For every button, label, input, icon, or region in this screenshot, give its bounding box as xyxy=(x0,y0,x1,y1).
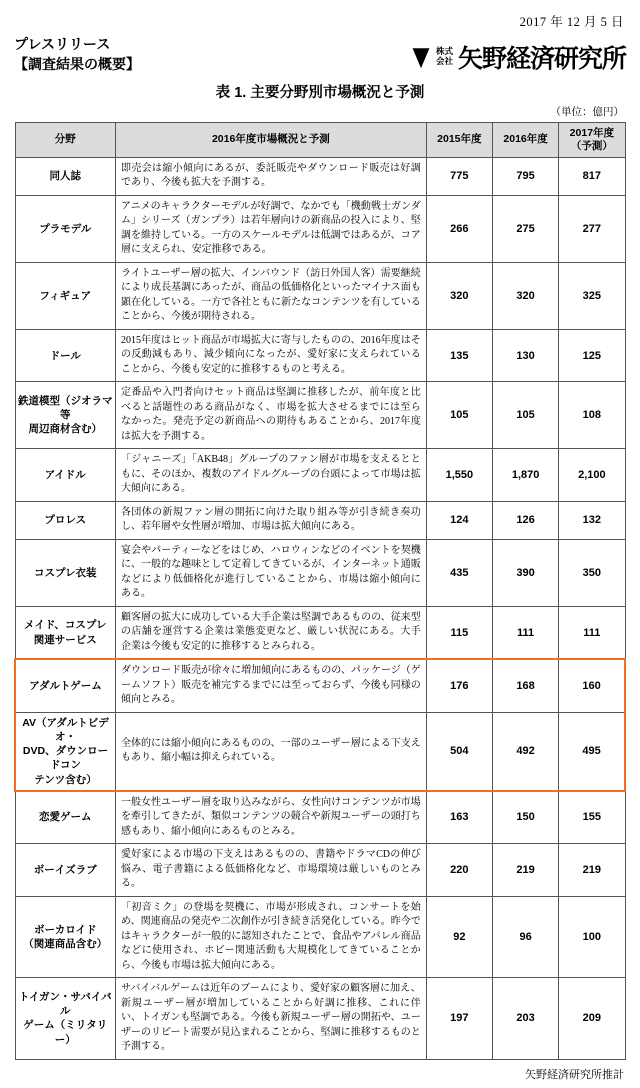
row-value-y2015: 163 xyxy=(426,791,492,844)
logo-company-type xyxy=(436,47,453,66)
row-value-y2016: 320 xyxy=(492,262,558,329)
row-value-y2016: 1,870 xyxy=(492,449,558,502)
table-row xyxy=(15,659,625,712)
row-description: 「ジャニーズ」「AKB48」グループのファン層が市場を支えるとともに、そのほか、複数のアイドルグループの台頭によって市場は拡大傾向にある。 xyxy=(116,449,427,502)
row-value-y2017: 108 xyxy=(559,382,625,449)
row-value-y2017: 350 xyxy=(559,539,625,606)
row-value-y2015: 220 xyxy=(426,844,492,897)
row-field-name: 鉄道模型（ジオラマ等 周辺商材含む） xyxy=(15,382,116,449)
source-note: 矢野経済研究所推計 xyxy=(525,1068,624,1081)
table-row xyxy=(15,844,625,897)
row-field-name: アイドル xyxy=(15,449,116,502)
table-row xyxy=(15,791,625,844)
row-value-y2015: 92 xyxy=(426,896,492,978)
column-header-field: 分野 xyxy=(15,122,116,157)
row-description: ダウンロード販売が徐々に増加傾向にあるものの、パッケージ（ゲームソフト）販売を補完するまでには至っておらず、今後も同様の傾向とみる。 xyxy=(116,659,427,712)
row-value-y2015: 135 xyxy=(426,329,492,382)
company-logo xyxy=(411,39,626,75)
table-row xyxy=(15,978,625,1060)
market-table xyxy=(14,122,626,1060)
row-value-y2015: 435 xyxy=(426,539,492,606)
row-value-y2016: 111 xyxy=(492,606,558,659)
table-row xyxy=(15,539,625,606)
row-value-y2017: 817 xyxy=(559,157,625,195)
row-value-y2016: 105 xyxy=(492,382,558,449)
row-field-name: ボーカロイド （関連商品含む） xyxy=(15,896,116,978)
table-head xyxy=(15,122,625,157)
row-description: ライトユーザー層の拡大、インバウンド（訪日外国人客）需要継続により成長基調にあったが、商品の低価格化といったマイナス面も顕在化している。一方で各社ともに新たなコンテンツを有していることから、今後が期待される。 xyxy=(116,262,427,329)
table-row xyxy=(15,606,625,659)
row-value-y2016: 219 xyxy=(492,844,558,897)
row-value-y2015: 504 xyxy=(426,712,492,790)
table-title: 表 1. 主要分野別市場概況と予測 xyxy=(215,84,425,101)
row-value-y2015: 266 xyxy=(426,195,492,262)
table-row xyxy=(15,195,625,262)
row-value-y2016: 203 xyxy=(492,978,558,1060)
header-titles xyxy=(14,34,140,75)
table-row xyxy=(15,712,625,790)
row-description: 宴会やパーティーなどをはじめ、ハロウィンなどのイベントを契機に、一般的な趣味として定着してきているが、インターネット通販などにより低価格化が進行していることから、市場は縮小傾向にある。 xyxy=(116,539,427,606)
row-value-y2016: 168 xyxy=(492,659,558,712)
table-body xyxy=(15,157,625,1059)
row-value-y2016: 96 xyxy=(492,896,558,978)
row-value-y2015: 124 xyxy=(426,501,492,539)
logo-triangle-icon: ▼ xyxy=(412,41,430,72)
column-header-2017-line1: 2017年度 xyxy=(569,126,615,139)
row-value-y2017: 125 xyxy=(559,329,625,382)
row-field-name: プラモデル xyxy=(15,195,116,262)
unit-note: （単位：億円） xyxy=(550,106,624,118)
logo-company-name: 矢野経済研究所 xyxy=(457,44,626,73)
row-description: 2015年度はヒット商品が市場拡大に寄与したものの、2016年度はその反動減もあり、減少傾向になったが、愛好家に支えられていることから、今後も安定的に推移するものと考える。 xyxy=(116,329,427,382)
row-field-name: プロレス xyxy=(15,501,116,539)
logo-kabu-line1: 株式 xyxy=(435,46,453,57)
row-description: 定番品や入門者向けセット商品は堅調に推移したが、前年度と比べると話題性のある商品がなく、市場を拡大させるまでには至らなかった。発売予定の新商品への期待もあることから、2017年度は拡大を予測する。 xyxy=(116,382,427,449)
table-row xyxy=(15,262,625,329)
row-description: 愛好家による市場の下支えはあるものの、書籍やドラマCDの伸び悩み、電子書籍による低価格化など、市場環境は厳しいものとみる。 xyxy=(116,844,427,897)
table-row xyxy=(15,449,625,502)
row-value-y2016: 130 xyxy=(492,329,558,382)
column-header-2015: 2015年度 xyxy=(426,122,492,157)
row-value-y2017: 209 xyxy=(559,978,625,1060)
column-header-2017 xyxy=(559,122,625,157)
row-value-y2015: 1,550 xyxy=(426,449,492,502)
row-value-y2017: 111 xyxy=(559,606,625,659)
press-release-label: プレスリリース xyxy=(14,36,111,52)
table-row xyxy=(15,896,625,978)
table-row xyxy=(15,157,625,195)
column-header-description: 2016年度市場概況と予測 xyxy=(116,122,427,157)
row-description: 一般女性ユーザー層を取り込みながら、女性向けコンテンツが市場を牽引してきたが、類似コンテンツの競合や新規ユーザーの頭打ち感もあり、縮小傾向にあるものとみる。 xyxy=(116,791,427,844)
row-field-name: 恋愛ゲーム xyxy=(15,791,116,844)
row-field-name: AV（アダルトビデオ・ DVD、ダウンロードコン テンツ含む） xyxy=(15,712,116,790)
row-field-name: トイガン・サバイバル ゲーム（ミリタリー） xyxy=(15,978,116,1060)
table-row xyxy=(15,382,625,449)
summary-label: 【調査結果の概要】 xyxy=(14,56,140,73)
row-description: アニメのキャラクターモデルが好調で、なかでも「機動戦士ガンダム」シリーズ（ガンプラ）は若年層向けの新商品の投入により、堅調を維持している。一方のスケールモデルは低調ではあるが、コア層に支えられ、安定推移である。 xyxy=(116,195,427,262)
row-description: 各団体の新規ファン層の開拓に向けた取り組み等が引き続き奏功し、若年層や女性層が増加、市場は拡大傾向にある。 xyxy=(116,501,427,539)
row-value-y2015: 320 xyxy=(426,262,492,329)
row-value-y2015: 115 xyxy=(426,606,492,659)
row-value-y2017: 2,100 xyxy=(559,449,625,502)
row-value-y2017: 219 xyxy=(559,844,625,897)
document-header xyxy=(14,34,626,75)
row-value-y2017: 495 xyxy=(559,712,625,790)
row-field-name: コスプレ衣装 xyxy=(15,539,116,606)
row-field-name: ドール xyxy=(15,329,116,382)
row-description: 全体的には縮小傾向にあるものの、一部のユーザー層による下支えもあり、縮小幅は抑えられている。 xyxy=(116,712,427,790)
row-field-name: メイド、コスプレ 関連サービス xyxy=(15,606,116,659)
row-value-y2017: 100 xyxy=(559,896,625,978)
row-description: 即売会は縮小傾向にあるが、委託販売やダウンロード販売は好調であり、今後も拡大を予測する。 xyxy=(116,157,427,195)
row-field-name: フィギュア xyxy=(15,262,116,329)
row-description: サバイバルゲームは近年のブームにより、愛好家の顧客層に加え、新規ユーザー層が増加していることから好調に推移、これに伴い、トイガンも堅調である。今後も新規ユーザー層の開拓や、ユーザーのリピート需要が見込まれることから、堅調に推移するものと予測する。 xyxy=(116,978,427,1060)
row-value-y2016: 390 xyxy=(492,539,558,606)
column-header-2017-line2: （予測） xyxy=(570,139,613,152)
row-value-y2016: 492 xyxy=(492,712,558,790)
row-value-y2017: 132 xyxy=(559,501,625,539)
row-value-y2017: 325 xyxy=(559,262,625,329)
row-value-y2016: 150 xyxy=(492,791,558,844)
row-description: 「初音ミク」の登場を契機に、市場が形成され、コンサートを始め、関連商品の発売や二次創作が引き続き活発化している。昨今ではキャラクターが一般的に認知されたことで、食品やアパレル商品などに使用され、ホビー関連活動も大規模化してきていることから、今後も市場は拡大傾向にある。 xyxy=(116,896,427,978)
table-row xyxy=(15,501,625,539)
row-value-y2016: 126 xyxy=(492,501,558,539)
row-field-name: ボーイズラブ xyxy=(15,844,116,897)
row-value-y2016: 275 xyxy=(492,195,558,262)
row-value-y2016: 795 xyxy=(492,157,558,195)
logo-kabu-line2: 会社 xyxy=(435,55,453,66)
row-field-name: アダルトゲーム xyxy=(15,659,116,712)
column-header-2016: 2016年度 xyxy=(492,122,558,157)
row-description: 顧客層の拡大に成功している大手企業は堅調であるものの、従来型の店舗を運営する企業は業態変更など、厳しい状況にある。大手企業は今後も安定的に推移するとみられる。 xyxy=(116,606,427,659)
row-field-name: 同人誌 xyxy=(15,157,116,195)
row-value-y2017: 160 xyxy=(559,659,625,712)
row-value-y2015: 197 xyxy=(426,978,492,1060)
row-value-y2015: 105 xyxy=(426,382,492,449)
table-row xyxy=(15,329,625,382)
document-date: 2017 年 12 月 5 日 xyxy=(519,15,624,29)
row-value-y2015: 176 xyxy=(426,659,492,712)
row-value-y2015: 775 xyxy=(426,157,492,195)
row-value-y2017: 155 xyxy=(559,791,625,844)
row-value-y2017: 277 xyxy=(559,195,625,262)
table-header-row xyxy=(15,122,625,157)
